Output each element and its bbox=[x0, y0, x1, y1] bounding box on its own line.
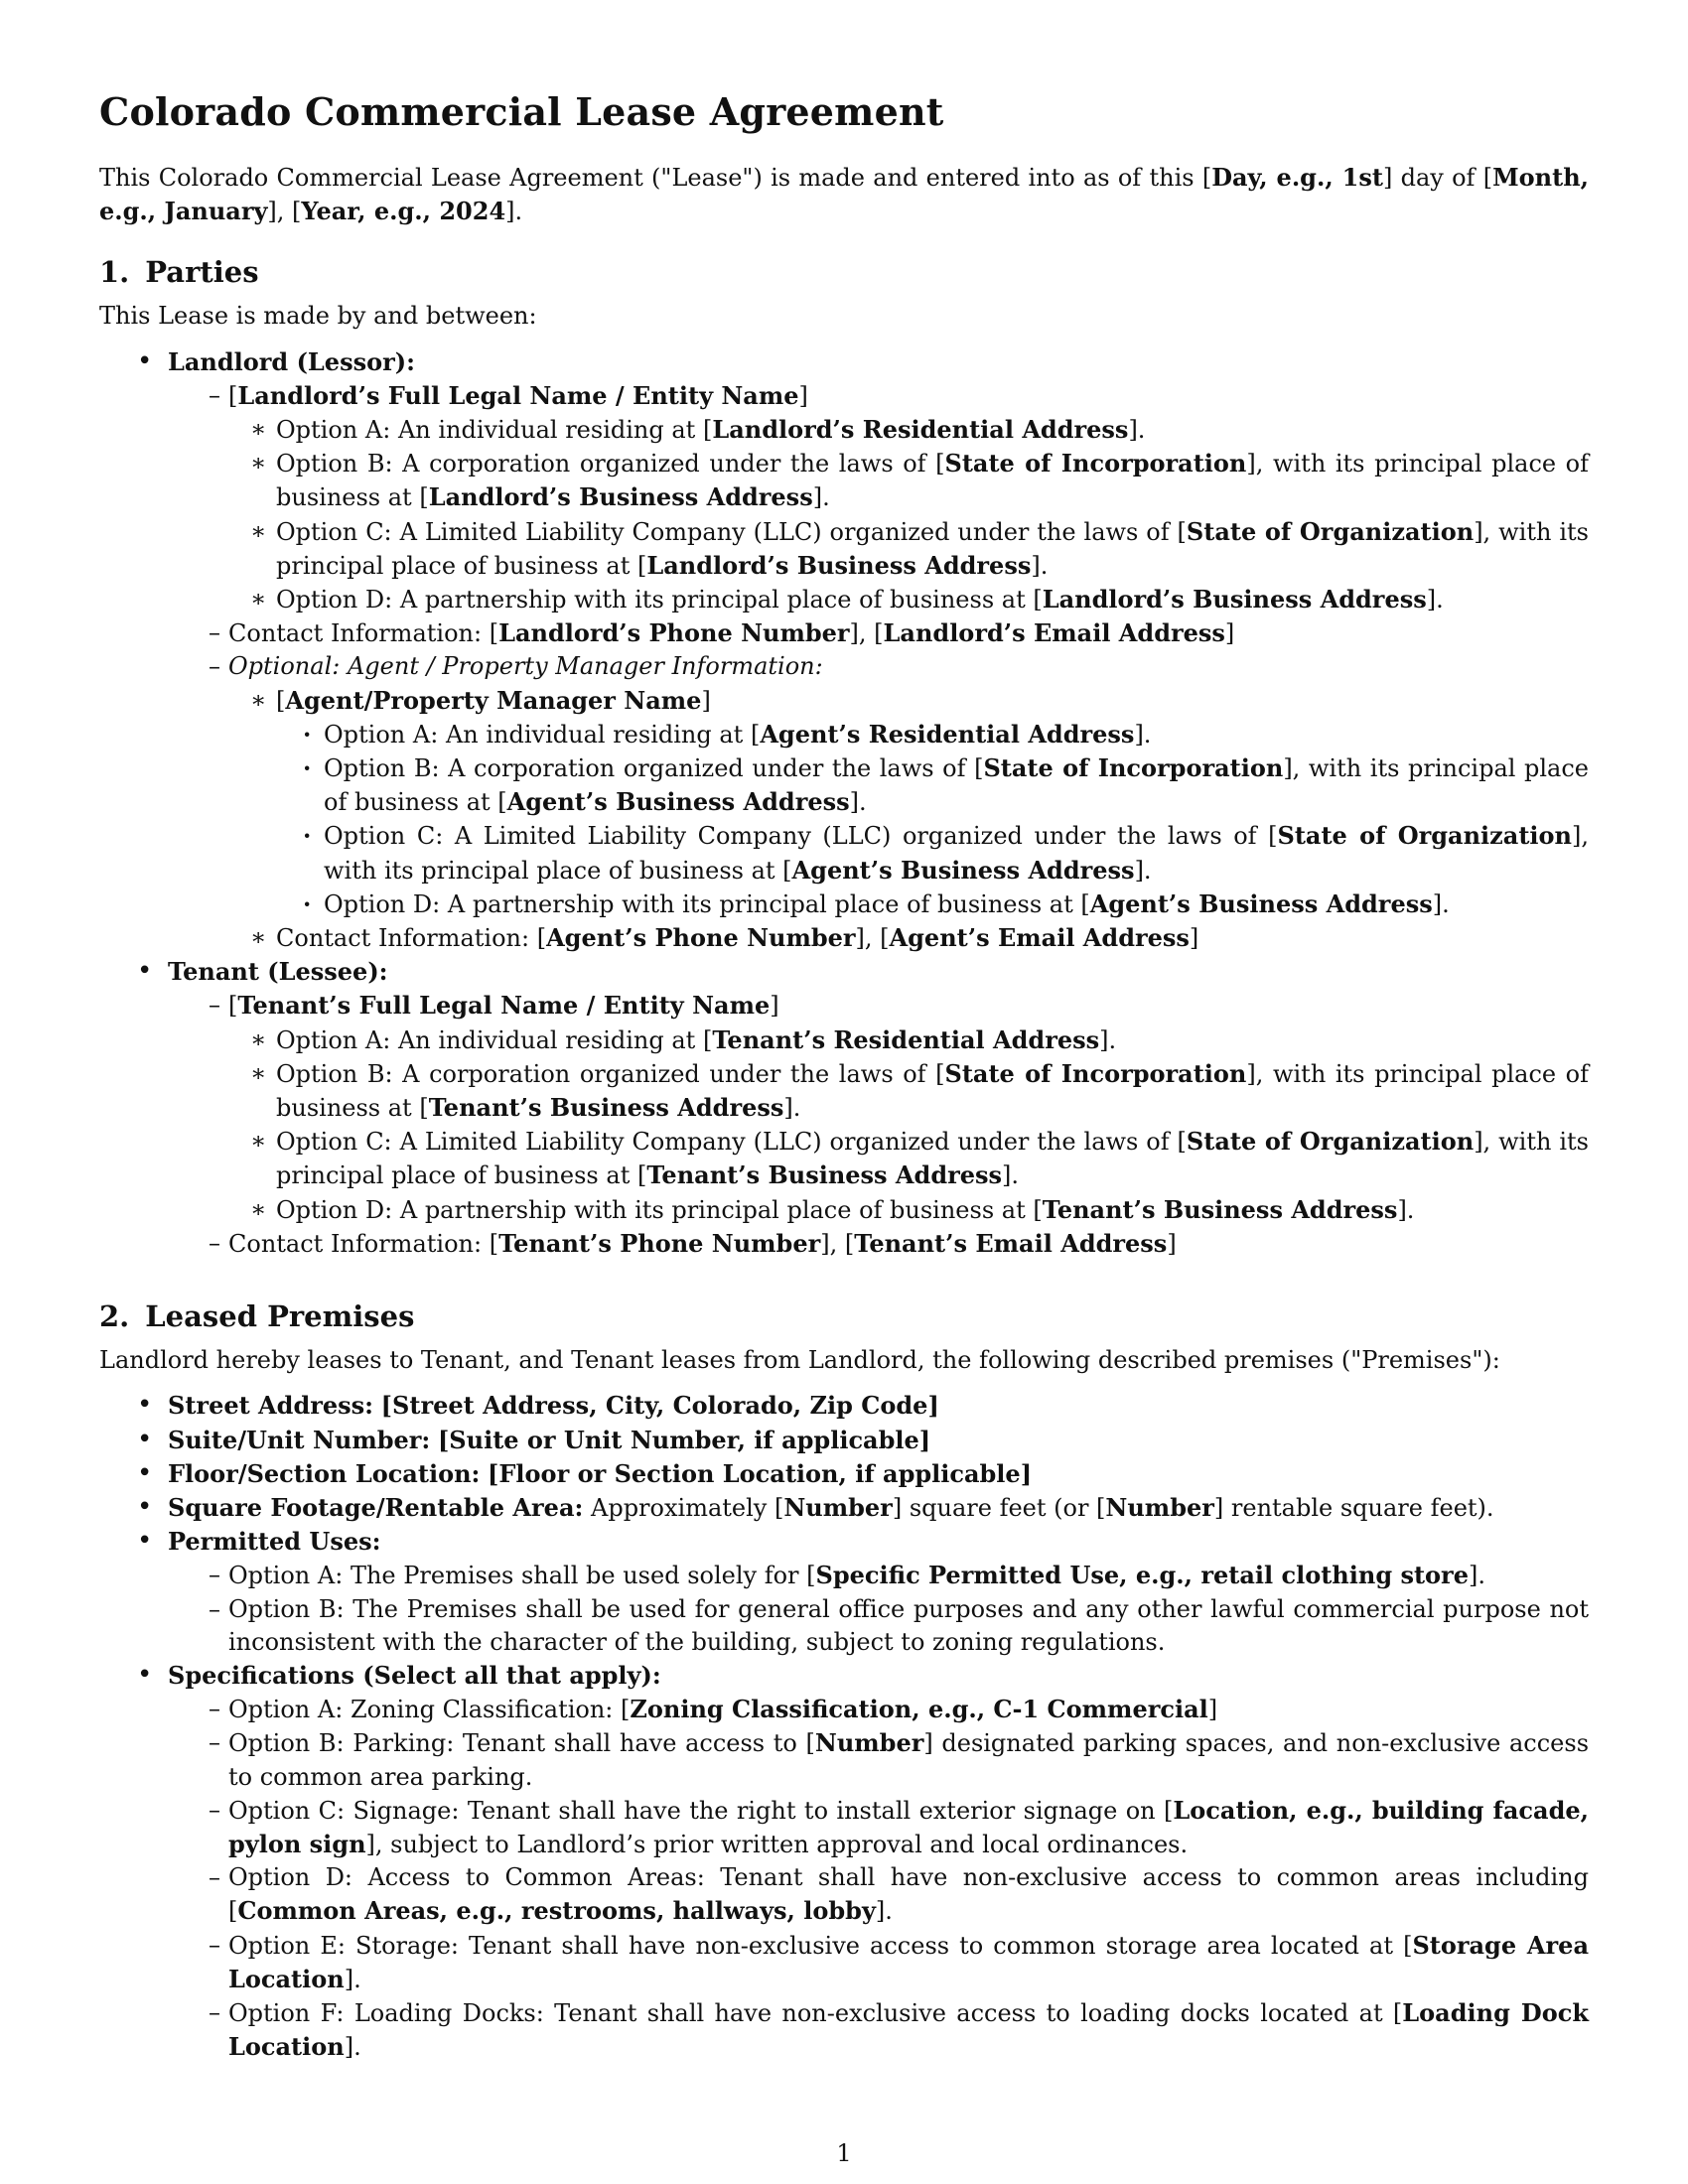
dot-icon: · bbox=[303, 753, 312, 783]
tenant-option-a: ∗ Option A: An individual residing at [Tenant’s Residential Address]. bbox=[228, 1024, 1589, 1057]
asterisk-icon: ∗ bbox=[250, 923, 267, 952]
tenant-item: • Tenant (Lessee): – [Tenant’s Full Legal Name / Entity Name] ∗ Option A: An individual residing at [Tenant’s Residential Address]. ∗ Option B: A corporation organized under the laws of [State of Incorporation], with its principal place of business at [Tenant’s Business Address]. ∗ Option C: A Limited Liability Company (LLC) organized under the laws of [State of Organization], with its principal place of business at [Tenant’s Business Address]. ∗ Option D: A partnership with its principal place of business at [Tenant’s Business Address]. – Contact Information: [Tenant’s Phone Number], [Tenant’s Email Address] bbox=[99, 955, 1589, 1261]
section-1-heading: 1. Parties bbox=[99, 255, 259, 290]
asterisk-icon: ∗ bbox=[250, 1058, 267, 1087]
bullet-icon: • bbox=[137, 956, 153, 987]
tenant-option-c: ∗ Option C: A Limited Liability Company (LLC) organized under the laws of [State of Organization], with its principal place of business at [Tenant’s Business Address]. bbox=[250, 1127, 1589, 1190]
asterisk-icon: ∗ bbox=[250, 585, 267, 614]
agent-name-item: ∗ [Agent/Property Manager Name] · Option A: An individual residing at [Agent’s Residential Address]. · Option B: A corporation organized under the laws of [State of Incorporation], with its principal place of business at [Agent’s Business Address]. · Option C: A Limited Liability Company (LLC) organized under the laws of [State of Organization], with its principal place of business at [Agent’s Business Address]. · Option D: A partnership with its principal place of business at [Agent’s Business Address]. bbox=[228, 684, 1589, 921]
asterisk-icon: ∗ bbox=[250, 1127, 267, 1156]
agent-option-c: · Option C: A Limited Liability Company (LLC) organized under the laws of [State of Organization], with its principal place of business at [Agent’s Business Address]. bbox=[303, 821, 1589, 885]
landlord-contact-item: – Contact Information: [Landlord’s Phone Number], [Landlord’s Email Address] bbox=[168, 616, 1589, 650]
landlord-option-b: ∗ Option B: A corporation organized under the laws of [State of Incorporation], with its principal place of business at [Landlord’s Business Address]. bbox=[250, 449, 1590, 512]
landlord-option-d: ∗ Option D: A partnership with its principal place of business at [Landlord’s Business Address]. bbox=[228, 583, 1589, 616]
intro-paragraph: This Colorado Commercial Lease Agreement ("Lease") is made and entered into as of this [Day, e.g., 1st] day of [Month, e.g., January], [Year, e.g., 2024]. bbox=[99, 163, 1589, 226]
dash-icon: – bbox=[209, 1930, 220, 1959]
dash-icon: – bbox=[209, 1795, 220, 1824]
suite-item: • Suite/Unit Number: [Suite or Unit Number, if applicable] bbox=[99, 1424, 1589, 1457]
document-title: Colorado Commercial Lease Agreement bbox=[99, 89, 944, 134]
spec-option-d: – Option D: Access to Common Areas: Tenant shall have non-exclusive access to common areas including [Common Areas, e.g., restrooms, hallways, lobby]. bbox=[209, 1863, 1589, 1926]
dot-icon: · bbox=[303, 821, 312, 851]
section-1-lead: This Lease is made by and between: bbox=[99, 302, 537, 331]
tenant-name-item: – [Tenant’s Full Legal Name / Entity Name] ∗ Option A: An individual residing at [Tenant’s Residential Address]. ∗ Option B: A corporation organized under the laws of [State of Incorporation], with its principal place of business at [Tenant’s Business Address]. ∗ Option C: A Limited Liability Company (LLC) organized under the laws of [State of Organization], with its principal place of business at [Tenant’s Business Address]. ∗ Option D: A partnership with its principal place of business at [Tenant’s Business Address]. bbox=[168, 989, 1589, 1226]
uses-option-b: – Option B: The Premises shall be used for general office purposes and any other lawful commercial purpose not inconsistent with the character of the building, subject to zoning regulations. bbox=[209, 1594, 1589, 1656]
dot-icon: · bbox=[303, 719, 312, 749]
spec-option-a: – Option A: Zoning Classification: [Zoning Classification, e.g., C-1 Commercial] bbox=[168, 1693, 1589, 1726]
landlord-option-c: ∗ Option C: A Limited Liability Company (LLC) organized under the laws of [State of Organization], with its principal place of business at [Landlord’s Business Address]. bbox=[250, 516, 1589, 580]
asterisk-icon: ∗ bbox=[250, 449, 267, 478]
dash-icon: – bbox=[209, 618, 220, 647]
asterisk-icon: ∗ bbox=[250, 1024, 267, 1053]
spec-option-b: – Option B: Parking: Tenant shall have access to [Number] designated parking spaces, and non-exclusive access to common area parking. bbox=[209, 1728, 1590, 1791]
dash-icon: – bbox=[209, 380, 220, 409]
tenant-contact-item: – Contact Information: [Tenant’s Phone Number], [Tenant’s Email Address] bbox=[168, 1227, 1589, 1261]
asterisk-icon: ∗ bbox=[250, 1194, 267, 1223]
agent-option-d: · Option D: A partnership with its principal place of business at [Agent’s Business Address]. bbox=[276, 887, 1589, 921]
specifications-item: • Specifications (Select all that apply): – Option A: Zoning Classification: [Zoning Classification, e.g., C-1 Commercial] – Option B: Parking: Tenant shall have access to [Number] designated parking spaces, and non-exclusive access to common area parking. – Option C: Signage: Tenant shall have the right to install exterior signage on [Location, e.g., building facade, pylon sign], subject to Landlord’s prior written approval and local ordinances. – Option D: Access to Common Areas: Tenant shall have non-exclusive access to common areas including [Common Areas, e.g., restrooms, hallways, lobby]. – Option E: Storage: Tenant shall have non-exclusive access to common storage area located at [Storage Area Location]. – Option F: Loading Docks: Tenant shall have non-exclusive access to loading docks located at [Loading Dock Location]. bbox=[99, 1659, 1589, 2064]
street-address-item: • Street Address: [Street Address, City, Colorado, Zip Code] bbox=[99, 1389, 1589, 1423]
month-placeholder: Month, e.g., January bbox=[99, 163, 1589, 226]
dash-icon: – bbox=[209, 1728, 220, 1757]
agent-contact-item: ∗ Contact Information: [Agent’s Phone Number], [Agent’s Email Address] bbox=[228, 921, 1589, 955]
year-placeholder: Year, e.g., 2024 bbox=[301, 197, 506, 226]
bullet-icon: • bbox=[137, 345, 153, 376]
bullet-icon: • bbox=[137, 1526, 153, 1557]
dash-icon: – bbox=[209, 1695, 220, 1723]
bullet-icon: • bbox=[137, 1659, 153, 1690]
section-2-lead: Landlord hereby leases to Tenant, and Tenant leases from Landlord, the following described premises ("Premises"): bbox=[99, 1346, 1500, 1375]
dash-icon: – bbox=[209, 652, 220, 681]
spec-option-e: – Option E: Storage: Tenant shall have non-exclusive access to common storage area located at [Storage Area Location]. bbox=[209, 1930, 1589, 1993]
asterisk-icon: ∗ bbox=[250, 516, 267, 545]
dash-icon: – bbox=[209, 1228, 220, 1257]
permitted-uses-item: • Permitted Uses: – Option A: The Premises shall be used solely for [Specific Permitted Use, e.g., retail clothing store]. – Option B: The Premises shall be used for general office purposes and any other lawful commercial purpose not inconsistent with the character of the building, subject to zoning regulations. bbox=[99, 1525, 1589, 1659]
asterisk-icon: ∗ bbox=[250, 685, 267, 714]
bullet-icon: • bbox=[137, 1390, 153, 1421]
dash-icon: – bbox=[209, 1863, 220, 1892]
page-number: 1 bbox=[836, 2139, 852, 2167]
dot-icon: · bbox=[303, 888, 312, 918]
tenant-option-d: ∗ Option D: A partnership with its principal place of business at [Tenant’s Business Address]. bbox=[228, 1193, 1589, 1227]
landlord-option-a: ∗ Option A: An individual residing at [Landlord’s Residential Address]. bbox=[228, 413, 1589, 447]
bullet-icon: • bbox=[137, 1424, 153, 1454]
dash-icon: – bbox=[209, 1594, 220, 1623]
agent-item: – Optional: Agent / Property Manager Information: ∗ [Agent/Property Manager Name] · Option A: An individual residing at [Agent’s Residential Address]. · Option B: A corporation organized under the laws of [State of Incorporation], with its principal place of business at [Agent’s Business Address]. · Option C: A Limited Liability Company (LLC) organized under the laws of [State of Organization], with its principal place of business at [Agent’s Business Address]. · Option D: A partnership with its principal place of business at [Agent’s Business Address]. ∗ Contact Information: [Agent’s Phone Number], [Agent’s Email Address] bbox=[168, 650, 1589, 955]
square-footage-item: • Square Footage/Rentable Area: Approximately [Number] square feet (or [Number] rentable square feet). bbox=[99, 1491, 1589, 1525]
bullet-icon: • bbox=[137, 1491, 153, 1522]
dash-icon: – bbox=[209, 991, 220, 1020]
bullet-icon: • bbox=[137, 1457, 153, 1488]
asterisk-icon: ∗ bbox=[250, 415, 267, 444]
premises-list bbox=[99, 1389, 1589, 2064]
landlord-name-item: – [Landlord’s Full Legal Name / Entity Name] ∗ Option A: An individual residing at [Landlord’s Residential Address]. ∗ Option B: A corporation organized under the laws of [State of Incorporation], with its principal place of business at [Landlord’s Business Address]. ∗ Option C: A Limited Liability Company (LLC) organized under the laws of [State of Organization], with its principal place of business at [Landlord’s Business Address]. ∗ Option D: A partnership with its principal place of business at [Landlord’s Business Address]. bbox=[168, 379, 1589, 616]
tenant-option-b: ∗ Option B: A corporation organized under the laws of [State of Incorporation], with its principal place of business at [Tenant’s Business Address]. bbox=[250, 1058, 1590, 1123]
dash-icon: – bbox=[209, 1561, 220, 1589]
agent-option-b: · Option B: A corporation organized under the laws of [State of Incorporation], with its principal place of business at [Agent’s Business Address]. bbox=[303, 753, 1590, 817]
floor-item: • Floor/Section Location: [Floor or Section Location, if applicable] bbox=[99, 1457, 1589, 1491]
document-page bbox=[99, 87, 1589, 2064]
agent-option-a: · Option A: An individual residing at [Agent’s Residential Address]. bbox=[276, 718, 1589, 751]
spec-option-c: – Option C: Signage: Tenant shall have the right to install exterior signage on [Location, e.g., building facade, pylon sign], subject to Landlord’s prior written approval and local ordinances. bbox=[209, 1795, 1589, 1858]
uses-option-a: – Option A: The Premises shall be used solely for [Specific Permitted Use, e.g., retail clothing store]. bbox=[168, 1559, 1589, 1592]
landlord-item: • Landlord (Lessor): – [Landlord’s Full Legal Name / Entity Name] ∗ Option A: An individual residing at [Landlord’s Residential Address]. ∗ Option B: A corporation organized under the laws of [State of Incorporation], with its principal place of business at [Landlord’s Business Address]. ∗ Option C: A Limited Liability Company (LLC) organized under the laws of [State of Organization], with its principal place of business at [Landlord’s Business Address]. ∗ Option D: A partnership with its principal place of business at [Landlord’s Business Address]. – Contact Information: [Landlord’s Phone Number], [Landlord’s Email Address] – Optional: Agent / Property Manager Information: ∗ [Agent/Property Manager Name] · Option A: An individual residing at [Agent’s Residential Address]. · Option B: A corporation organized under the laws of [State of Incorporation], with its principal place of business at [Agent’s Business Address]. · Option C: A Limited Liability Company (LLC) organized under the laws of [State of Organization], with its principal place of business at [Agent’s Business Address]. · Option D: A partnership with its principal place of business at [Agent’s Business Address]. ∗ Contact Information: [Agent’s Phone Number], [Agent’s Email Address] bbox=[99, 345, 1589, 956]
dash-icon: – bbox=[209, 1997, 220, 2026]
section-2-heading: 2. Leased Premises bbox=[99, 1299, 415, 1334]
parties-list bbox=[99, 345, 1589, 1261]
spec-option-f: – Option F: Loading Docks: Tenant shall have non-exclusive access to loading docks located at [Loading Dock Location]. bbox=[209, 1997, 1589, 2062]
day-placeholder: Day, e.g., 1st bbox=[1211, 163, 1383, 192]
